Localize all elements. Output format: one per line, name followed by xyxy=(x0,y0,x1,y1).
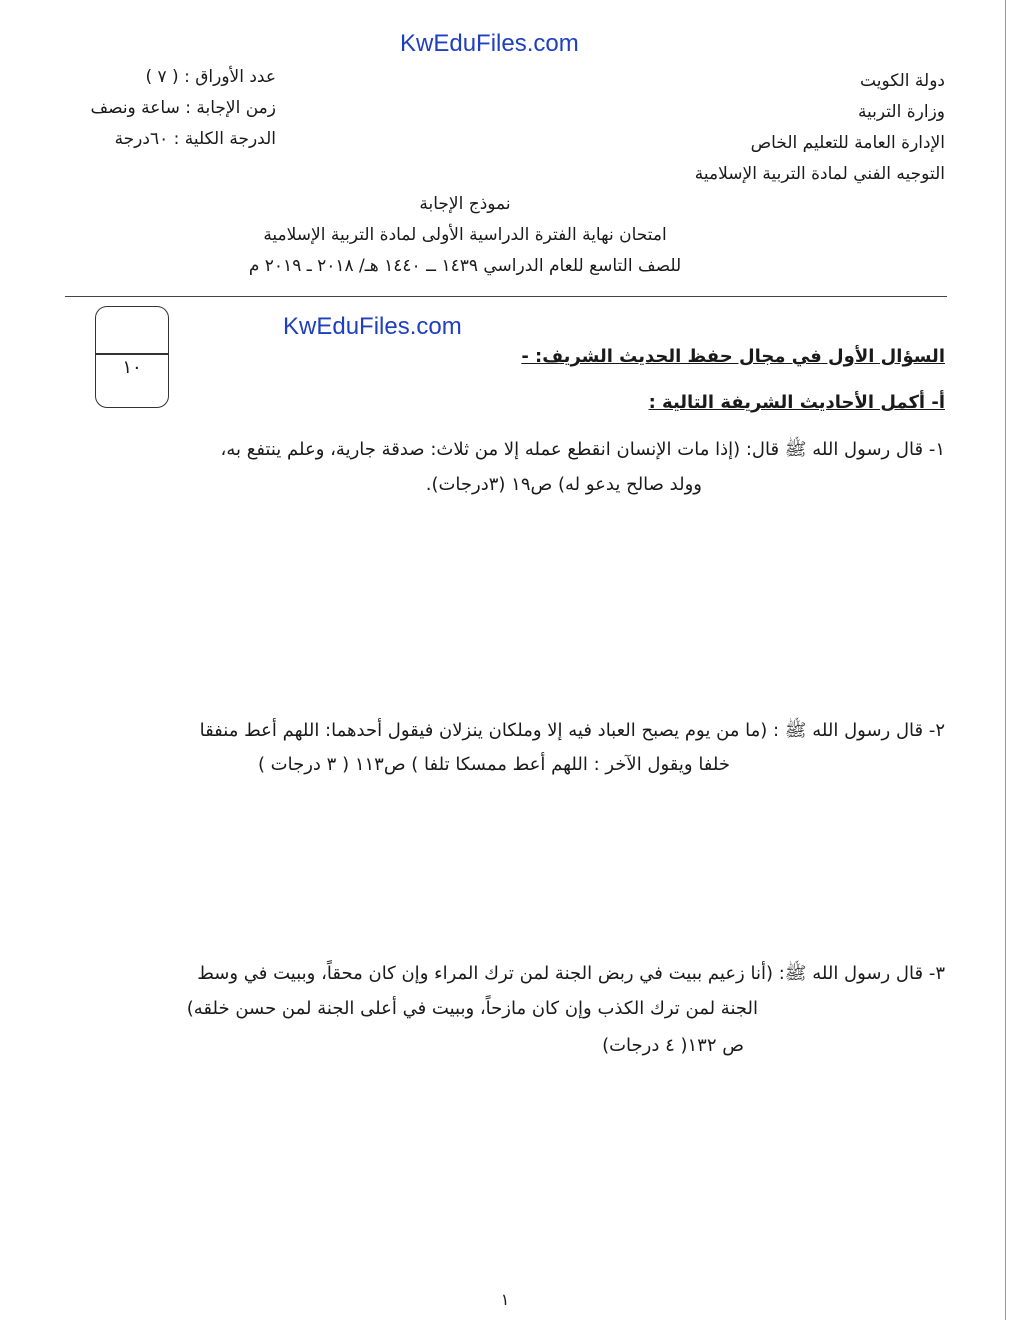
watermark-top[interactable]: KwEduFiles.com xyxy=(400,30,579,57)
title-exam-name: امتحان نهاية الفترة الدراسية الأولى لمادة التربية الإسلامية xyxy=(263,225,667,245)
score-box xyxy=(95,306,169,408)
header-administration: الإدارة العامة للتعليم الخاص xyxy=(750,133,945,153)
header-total-score: الدرجة الكلية : ٦٠درجة xyxy=(114,129,276,149)
scan-edge-line xyxy=(1005,0,1007,1320)
question1-part-a: أ- أكمل الأحاديث الشريفة التالية : xyxy=(648,392,945,413)
question1-heading: السؤال الأول في مجال حفظ الحديث الشريف: - xyxy=(521,346,945,367)
header-supervision: التوجيه الفني لمادة التربية الإسلامية xyxy=(694,164,945,184)
score-box-divider xyxy=(96,353,168,355)
hadith-2-line2: خلفا ويقول الآخر : اللهم أعط ممسكا تلفا ) ص١١٣ ( ٣ درجات ) xyxy=(257,754,730,775)
header-divider xyxy=(65,296,947,297)
header-duration: زمن الإجابة : ساعة ونصف xyxy=(90,98,276,118)
hadith-1-line1: ١- قال رسول الله ﷺ قال: (إذا مات الإنسان انقطع عمله إلا من ثلاث: صدقة جارية، وعلم ينتفع به، xyxy=(220,439,945,460)
watermark-middle[interactable]: KwEduFiles.com xyxy=(283,313,462,340)
title-answer-model: نموذج الإجابة xyxy=(419,194,511,214)
exam-title xyxy=(180,189,750,282)
hadith-1-line2: وولد صالح يدعو له) ص١٩ (٣درجات). xyxy=(425,474,702,495)
hadith-3-line1: ٣- قال رسول الله ﷺ: (أنا زعيم ببيت في ربض الجنة لمن ترك المراء وإن كان محقاً، وببيت في وسط xyxy=(197,963,945,984)
header-country: دولة الكويت xyxy=(860,71,945,91)
header-right xyxy=(525,66,945,190)
header-ministry: وزارة التربية xyxy=(857,102,945,122)
hadith-2-line1: ٢- قال رسول الله ﷺ : (ما من يوم يصبح العباد فيه إلا وملكان ينزلان فيقول أحدهما: اللهم أعط منفقا xyxy=(199,720,945,741)
hadith-3-line3: ص ١٣٢( ٤ درجات) xyxy=(602,1035,744,1056)
hadith-3-line2: الجنة لمن ترك الكذب وإن كان مازحاً، وببيت في أعلى الجنة لمن حسن خلقه) xyxy=(186,998,758,1019)
score-box-value: ١٠ xyxy=(122,357,142,378)
header-sheets-count: عدد الأوراق : ( ٧ ) xyxy=(145,67,276,87)
header-left xyxy=(60,62,276,155)
page-number: ١ xyxy=(500,1290,510,1309)
title-grade-year: للصف التاسع للعام الدراسي ١٤٣٩ ــ ١٤٤٠ هـ/ ٢٠١٨ ـ ٢٠١٩ م xyxy=(248,256,682,276)
